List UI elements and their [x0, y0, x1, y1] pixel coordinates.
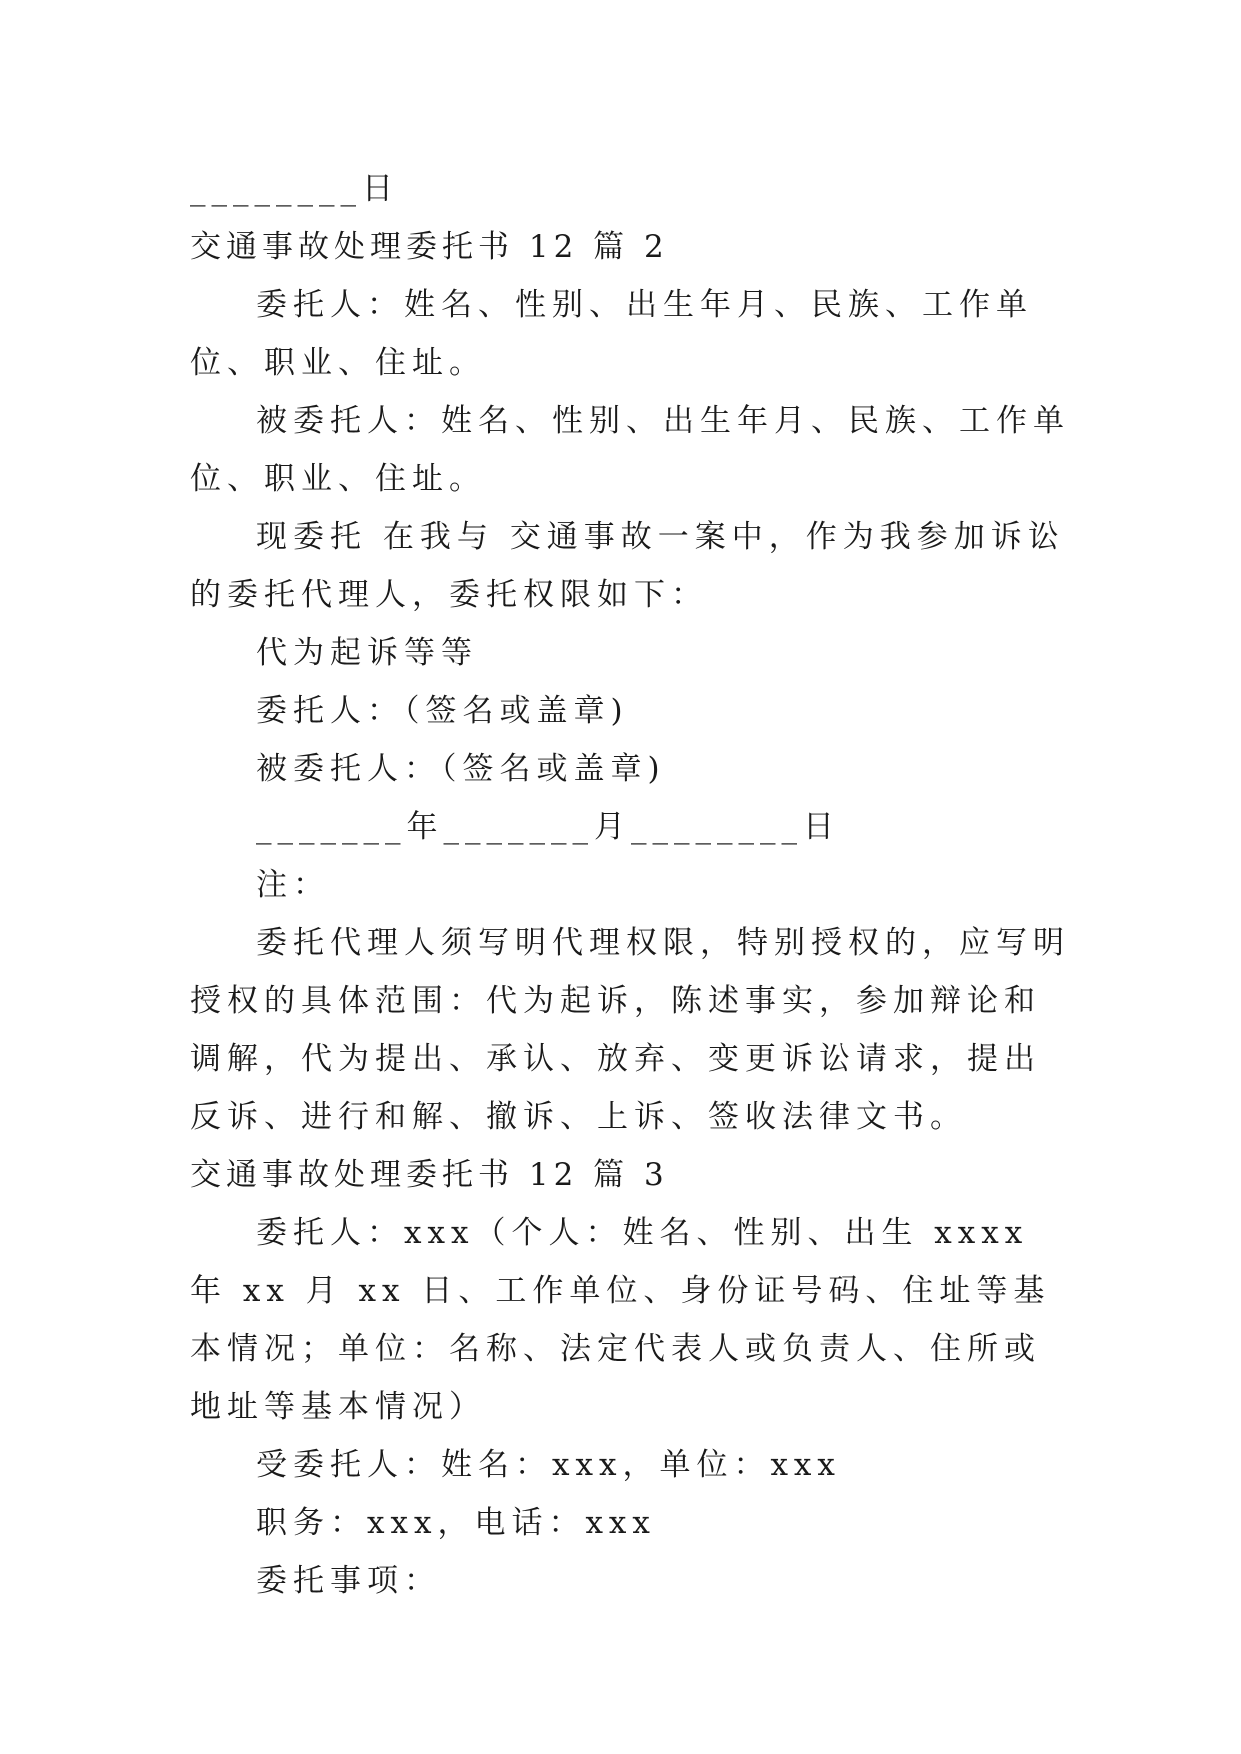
trustee-line: 受委托人：姓名：xxx，单位：xxx — [256, 1447, 841, 1483]
entrustor-signature-line: 委托人：（签名或盖章) — [256, 693, 629, 729]
entrustee-signature-line: 被委托人：（签名或盖章) — [256, 751, 666, 787]
entrustor-paragraph: 委托人：姓名、性别、出生年月、民族、工作单位、职业、住址。 — [190, 287, 1033, 381]
section-title-3: 交通事故处理委托书 12 篇 3 — [190, 1157, 669, 1193]
date-tail-line: ________日 — [190, 171, 399, 207]
matters-line: 委托事项： — [256, 1563, 441, 1599]
position-phone-line: 职务：xxx，电话：xxx — [256, 1505, 656, 1541]
section-title-2: 交通事故处理委托书 12 篇 2 — [190, 229, 669, 265]
entrustee-paragraph: 被委托人：姓名、性别、出生年月、民族、工作单位、职业、住址。 — [190, 403, 1070, 497]
date-line: _______年_______月________日 — [256, 809, 840, 845]
scope-line: 代为起诉等等 — [256, 635, 478, 671]
note-label: 注： — [256, 867, 330, 903]
document-body — [190, 160, 1070, 1610]
entrustor-details-paragraph: 委托人：xxx（个人：姓名、性别、出生 xxxx 年 xx 月 xx 日、工作单位、身份证号码、住址等基本情况；单位：名称、法定代表人或负责人、住所或地址等基本情况） — [190, 1215, 1051, 1425]
entrustment-paragraph: 现委托 在我与 交通事故一案中，作为我参加诉讼的委托代理人，委托权限如下： — [190, 519, 1065, 613]
note-paragraph: 委托代理人须写明代理权限，特别授权的，应写明授权的具体范围：代为起诉，陈述事实，参加辩论和调解，代为提出、承认、放弃、变更诉讼请求，提出反诉、进行和解、撤诉、上诉、签收法律文书。 — [190, 925, 1070, 1135]
